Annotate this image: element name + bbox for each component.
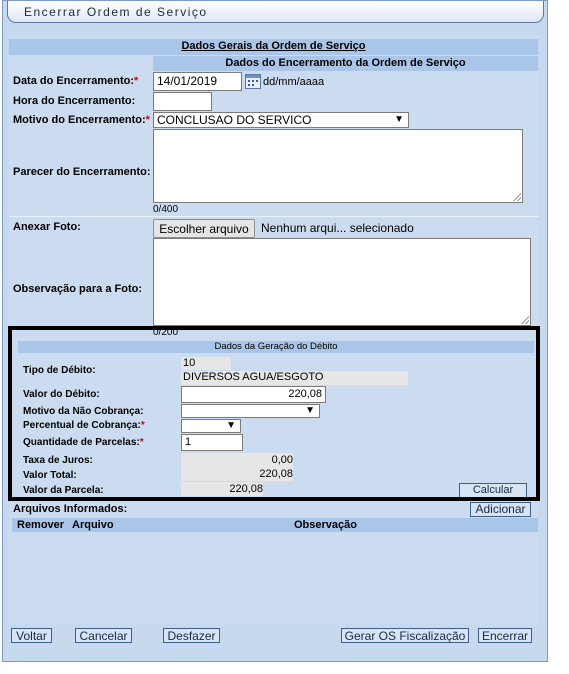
- charge-percentage-label-text: Percentual de Cobrança:: [23, 420, 141, 431]
- window-title-tab: [7, 1, 544, 23]
- general-data-link[interactable]: Dados Gerais da Ordem de Serviço: [181, 40, 366, 52]
- attach-photo-label: Anexar Foto:: [13, 221, 81, 233]
- installments-input[interactable]: 1: [181, 434, 243, 451]
- undo-button[interactable]: Desfazer: [163, 628, 220, 643]
- installment-value: 220,08: [181, 482, 263, 496]
- date-format-hint: dd/mm/aaaa: [263, 76, 325, 88]
- closing-date-label: [13, 75, 138, 87]
- installments-label-text: Quantidade de Parcelas:: [23, 437, 140, 448]
- add-file-button[interactable]: Adicionar: [470, 502, 531, 517]
- closing-time-input[interactable]: [153, 92, 212, 111]
- closing-time-label: Hora do Encerramento:: [13, 95, 136, 107]
- interest-rate-value: 0,00: [181, 453, 293, 467]
- window-title: Encerrar Ordem de Serviço: [24, 5, 208, 19]
- closing-opinion-label: Parecer do Encerramento:: [13, 166, 151, 178]
- choose-file-button[interactable]: Escolher arquivo: [153, 219, 255, 238]
- chevron-down-icon: ▼: [226, 420, 236, 431]
- col-remove: Remover: [17, 519, 65, 531]
- total-value: 220,08: [181, 467, 293, 481]
- general-data-header: [9, 39, 538, 55]
- closing-opinion-textarea[interactable]: [153, 129, 523, 203]
- closing-data-header: Dados do Encerramento da Ordem de Serviço: [153, 56, 538, 71]
- attached-files-label: Arquivos Informados:: [13, 503, 128, 515]
- debit-value-input[interactable]: 220,08: [181, 386, 326, 403]
- photo-note-char-counter: 0/200: [153, 327, 179, 338]
- highlight-box: [8, 326, 540, 501]
- closing-reason-label: [13, 114, 150, 126]
- opinion-char-counter: 0/400: [153, 204, 179, 215]
- interest-rate-label: Taxa de Juros:: [23, 455, 93, 466]
- required-mark: *: [140, 420, 145, 431]
- closing-reason-label-text: Motivo do Encerramento:: [13, 114, 146, 126]
- total-value-label: Valor Total:: [23, 470, 77, 481]
- required-mark: *: [134, 75, 139, 87]
- back-button[interactable]: Voltar: [11, 628, 52, 643]
- closing-reason-value: CONCLUSAO DO SERVICO: [157, 113, 312, 127]
- close-order-button[interactable]: Encerrar: [478, 628, 532, 643]
- chevron-down-icon: ▼: [394, 114, 404, 125]
- required-mark: *: [139, 437, 144, 448]
- debit-type-name: DIVERSOS AGUA/ESGOTO: [181, 371, 408, 385]
- photo-note-label: Observação para a Foto:: [13, 283, 142, 295]
- debit-section-header: Dados da Geração do Débito: [18, 341, 534, 353]
- files-table-body: [12, 532, 538, 622]
- col-file: Arquivo: [72, 519, 114, 531]
- closing-reason-select[interactable]: [153, 112, 409, 128]
- debit-value-label: Valor do Débito:: [23, 389, 100, 400]
- chevron-down-icon: ▼: [305, 405, 315, 416]
- col-note: Observação: [294, 519, 357, 531]
- calculate-button[interactable]: Calcular: [459, 483, 527, 498]
- divider: [9, 216, 538, 217]
- files-table-header: [12, 518, 538, 532]
- cancel-button[interactable]: Cancelar: [75, 628, 132, 643]
- closing-date-input[interactable]: 14/01/2019: [153, 72, 242, 91]
- no-file-text: Nenhum arqui... selecionado: [261, 221, 414, 235]
- generate-inspection-os-button[interactable]: Gerar OS Fiscalização: [341, 628, 469, 643]
- resize-grip-icon[interactable]: [512, 192, 521, 201]
- installment-value-label: Valor da Parcela:: [23, 485, 104, 496]
- required-mark: *: [145, 114, 150, 126]
- non-charge-reason-label: Motivo da Não Cobrança:: [23, 406, 144, 417]
- debit-type-label: Tipo de Débito:: [23, 365, 96, 376]
- resize-grip-icon[interactable]: [520, 315, 529, 324]
- closing-date-label-text: Data do Encerramento:: [13, 75, 135, 87]
- photo-note-textarea[interactable]: [153, 238, 531, 326]
- calendar-icon[interactable]: [245, 74, 261, 89]
- debit-type-code: 10: [181, 357, 231, 370]
